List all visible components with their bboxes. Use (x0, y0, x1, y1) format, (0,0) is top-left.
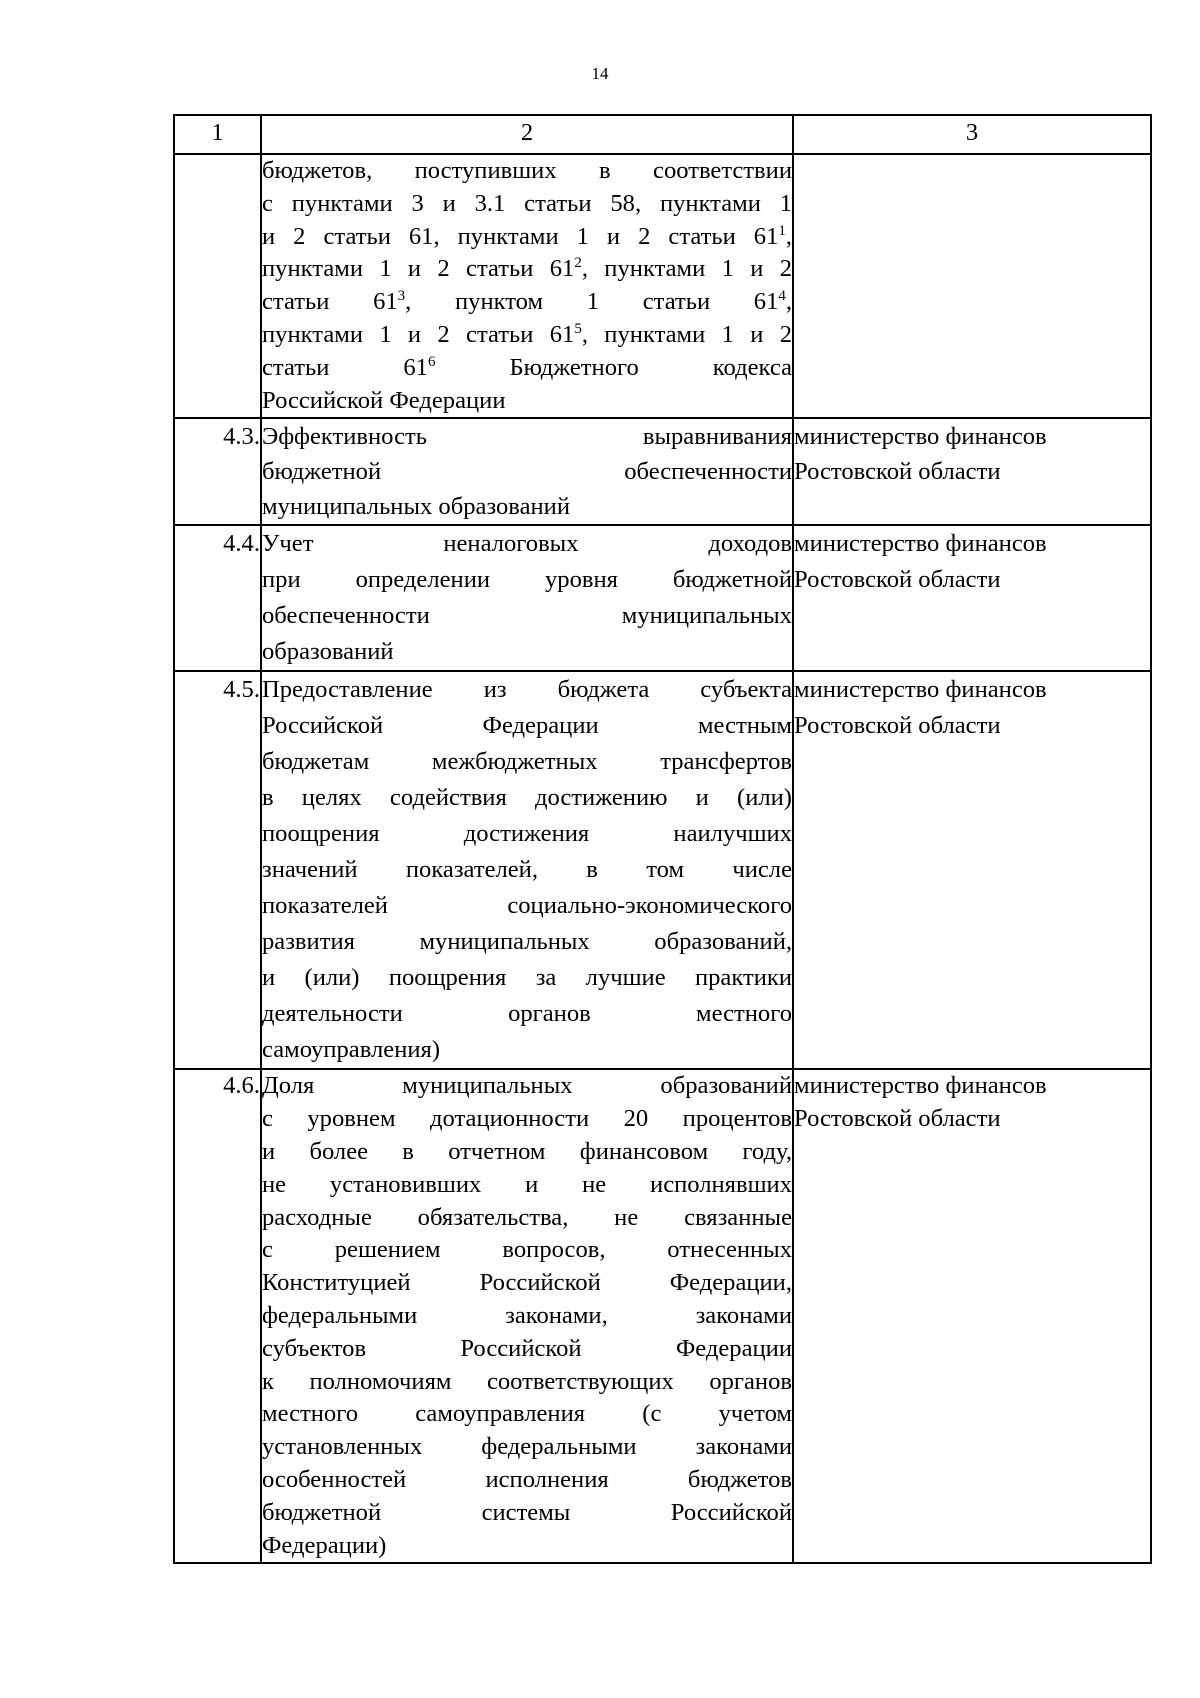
description-line: с решением вопросов, отнесенных (262, 1236, 792, 1264)
row-description (261, 418, 793, 525)
description-line: Российской Федерации (262, 386, 506, 414)
document-table (173, 114, 1152, 1564)
description-line: Федерации) (262, 1531, 387, 1559)
description-line: установленных федеральными законами (262, 1433, 792, 1461)
row-description (261, 1069, 793, 1563)
description-line: самоуправления) (262, 1036, 441, 1064)
row-number: 4.3. (174, 418, 261, 525)
responsible-line: министерство финансов (794, 530, 1047, 558)
description-line: показателей социально-экономического (262, 892, 792, 920)
table-row (174, 671, 1151, 1069)
responsible-line: министерство финансов (794, 1072, 1047, 1100)
row-description (261, 154, 793, 418)
description-line: бюджетов, поступивших в соответствии (262, 157, 792, 184)
row-responsible (793, 418, 1151, 525)
column-header-2: 2 (261, 115, 793, 154)
row-description (261, 671, 793, 1069)
responsible-line: министерство финансов (794, 423, 1047, 451)
responsible-line: Ростовской области (794, 458, 1001, 486)
table-row (174, 1069, 1151, 1563)
description-line: и (или) поощрения за лучшие практики (262, 964, 792, 992)
description-line: развития муниципальных образований, (262, 928, 792, 956)
row-description (261, 525, 793, 671)
description-line: с пунктами 3 и 3.1 статьи 58, пунктами 1 (262, 189, 792, 217)
description-line: при определении уровня бюджетной (262, 566, 792, 594)
description-line: Конституцией Российской Федерации, (262, 1269, 792, 1297)
description-line: с уровнем дотационности 20 процентов (262, 1105, 792, 1133)
description-line: Доля муниципальных образований (262, 1072, 792, 1100)
description-line: Предоставление из бюджета субъекта (262, 676, 792, 704)
description-line: бюджетной обеспеченности (262, 458, 792, 486)
row-responsible (793, 671, 1151, 1069)
responsible-line: Ростовской области (794, 1105, 1001, 1133)
description-line: в целях содействия достижению и (или) (262, 784, 792, 812)
responsible-line: Ростовской области (794, 566, 1001, 594)
description-line: деятельности органов местного (262, 1000, 792, 1028)
column-header-1: 1 (174, 115, 261, 154)
description-line: особенностей исполнения бюджетов (262, 1465, 792, 1493)
description-line: федеральными законами, законами (262, 1301, 792, 1329)
row-number: 4.5. (174, 671, 261, 1069)
table-row (174, 418, 1151, 525)
row-number: 4.4. (174, 525, 261, 671)
description-line: поощрения достижения наилучших (262, 820, 792, 848)
description-line: пунктами 1 и 2 статьи $61^5$, пунктами 1 и 2 (262, 320, 792, 348)
description-line: бюджетной системы Российской (262, 1498, 792, 1526)
description-line: образований (262, 638, 394, 666)
description-line: статьи $61^6$ Бюджетного кодекса (262, 353, 792, 381)
column-header-3: 3 (793, 115, 1151, 154)
description-line: бюджетам межбюджетных трансфертов (262, 748, 792, 776)
table-header-row (174, 115, 1151, 154)
row-responsible (793, 1069, 1151, 1563)
description-line: обеспеченности муниципальных (262, 602, 792, 630)
description-line: не установивших и не исполнявших (262, 1170, 792, 1198)
table-row (174, 525, 1151, 671)
description-line: Эффективность выравнивания (262, 423, 792, 451)
description-line: расходные обязательства, не связанные (262, 1203, 792, 1231)
description-line: и более в отчетном финансовом году, (262, 1137, 792, 1165)
description-line: значений показателей, в том числе (262, 856, 792, 884)
description-line: Российской Федерации местным (262, 712, 792, 740)
page-number: 14 (591, 64, 609, 83)
description-line: муниципальных образований (262, 493, 570, 521)
description-line: Учет неналоговых доходов (262, 530, 792, 558)
description-line: субъектов Российской Федерации (262, 1334, 792, 1362)
row-responsible (793, 525, 1151, 671)
responsible-line: Ростовской области (794, 712, 1001, 740)
description-line: пунктами 1 и 2 статьи $61^2$, пунктами 1 и 2 (262, 255, 792, 283)
row-number: 4.6. (174, 1069, 261, 1563)
row-responsible (793, 154, 1151, 418)
description-line: статьи $61^3$, пунктом 1 статьи $61^4$, (262, 288, 793, 316)
row-number (174, 154, 261, 418)
table-row (174, 154, 1151, 418)
description-line: к полномочиям соответствующих органов (262, 1367, 792, 1395)
responsible-line: министерство финансов (794, 676, 1047, 704)
description-line: местного самоуправления (с учетом (262, 1400, 792, 1428)
description-line: и 2 статьи 61, пунктами 1 и 2 статьи $61^1$, (262, 222, 793, 250)
